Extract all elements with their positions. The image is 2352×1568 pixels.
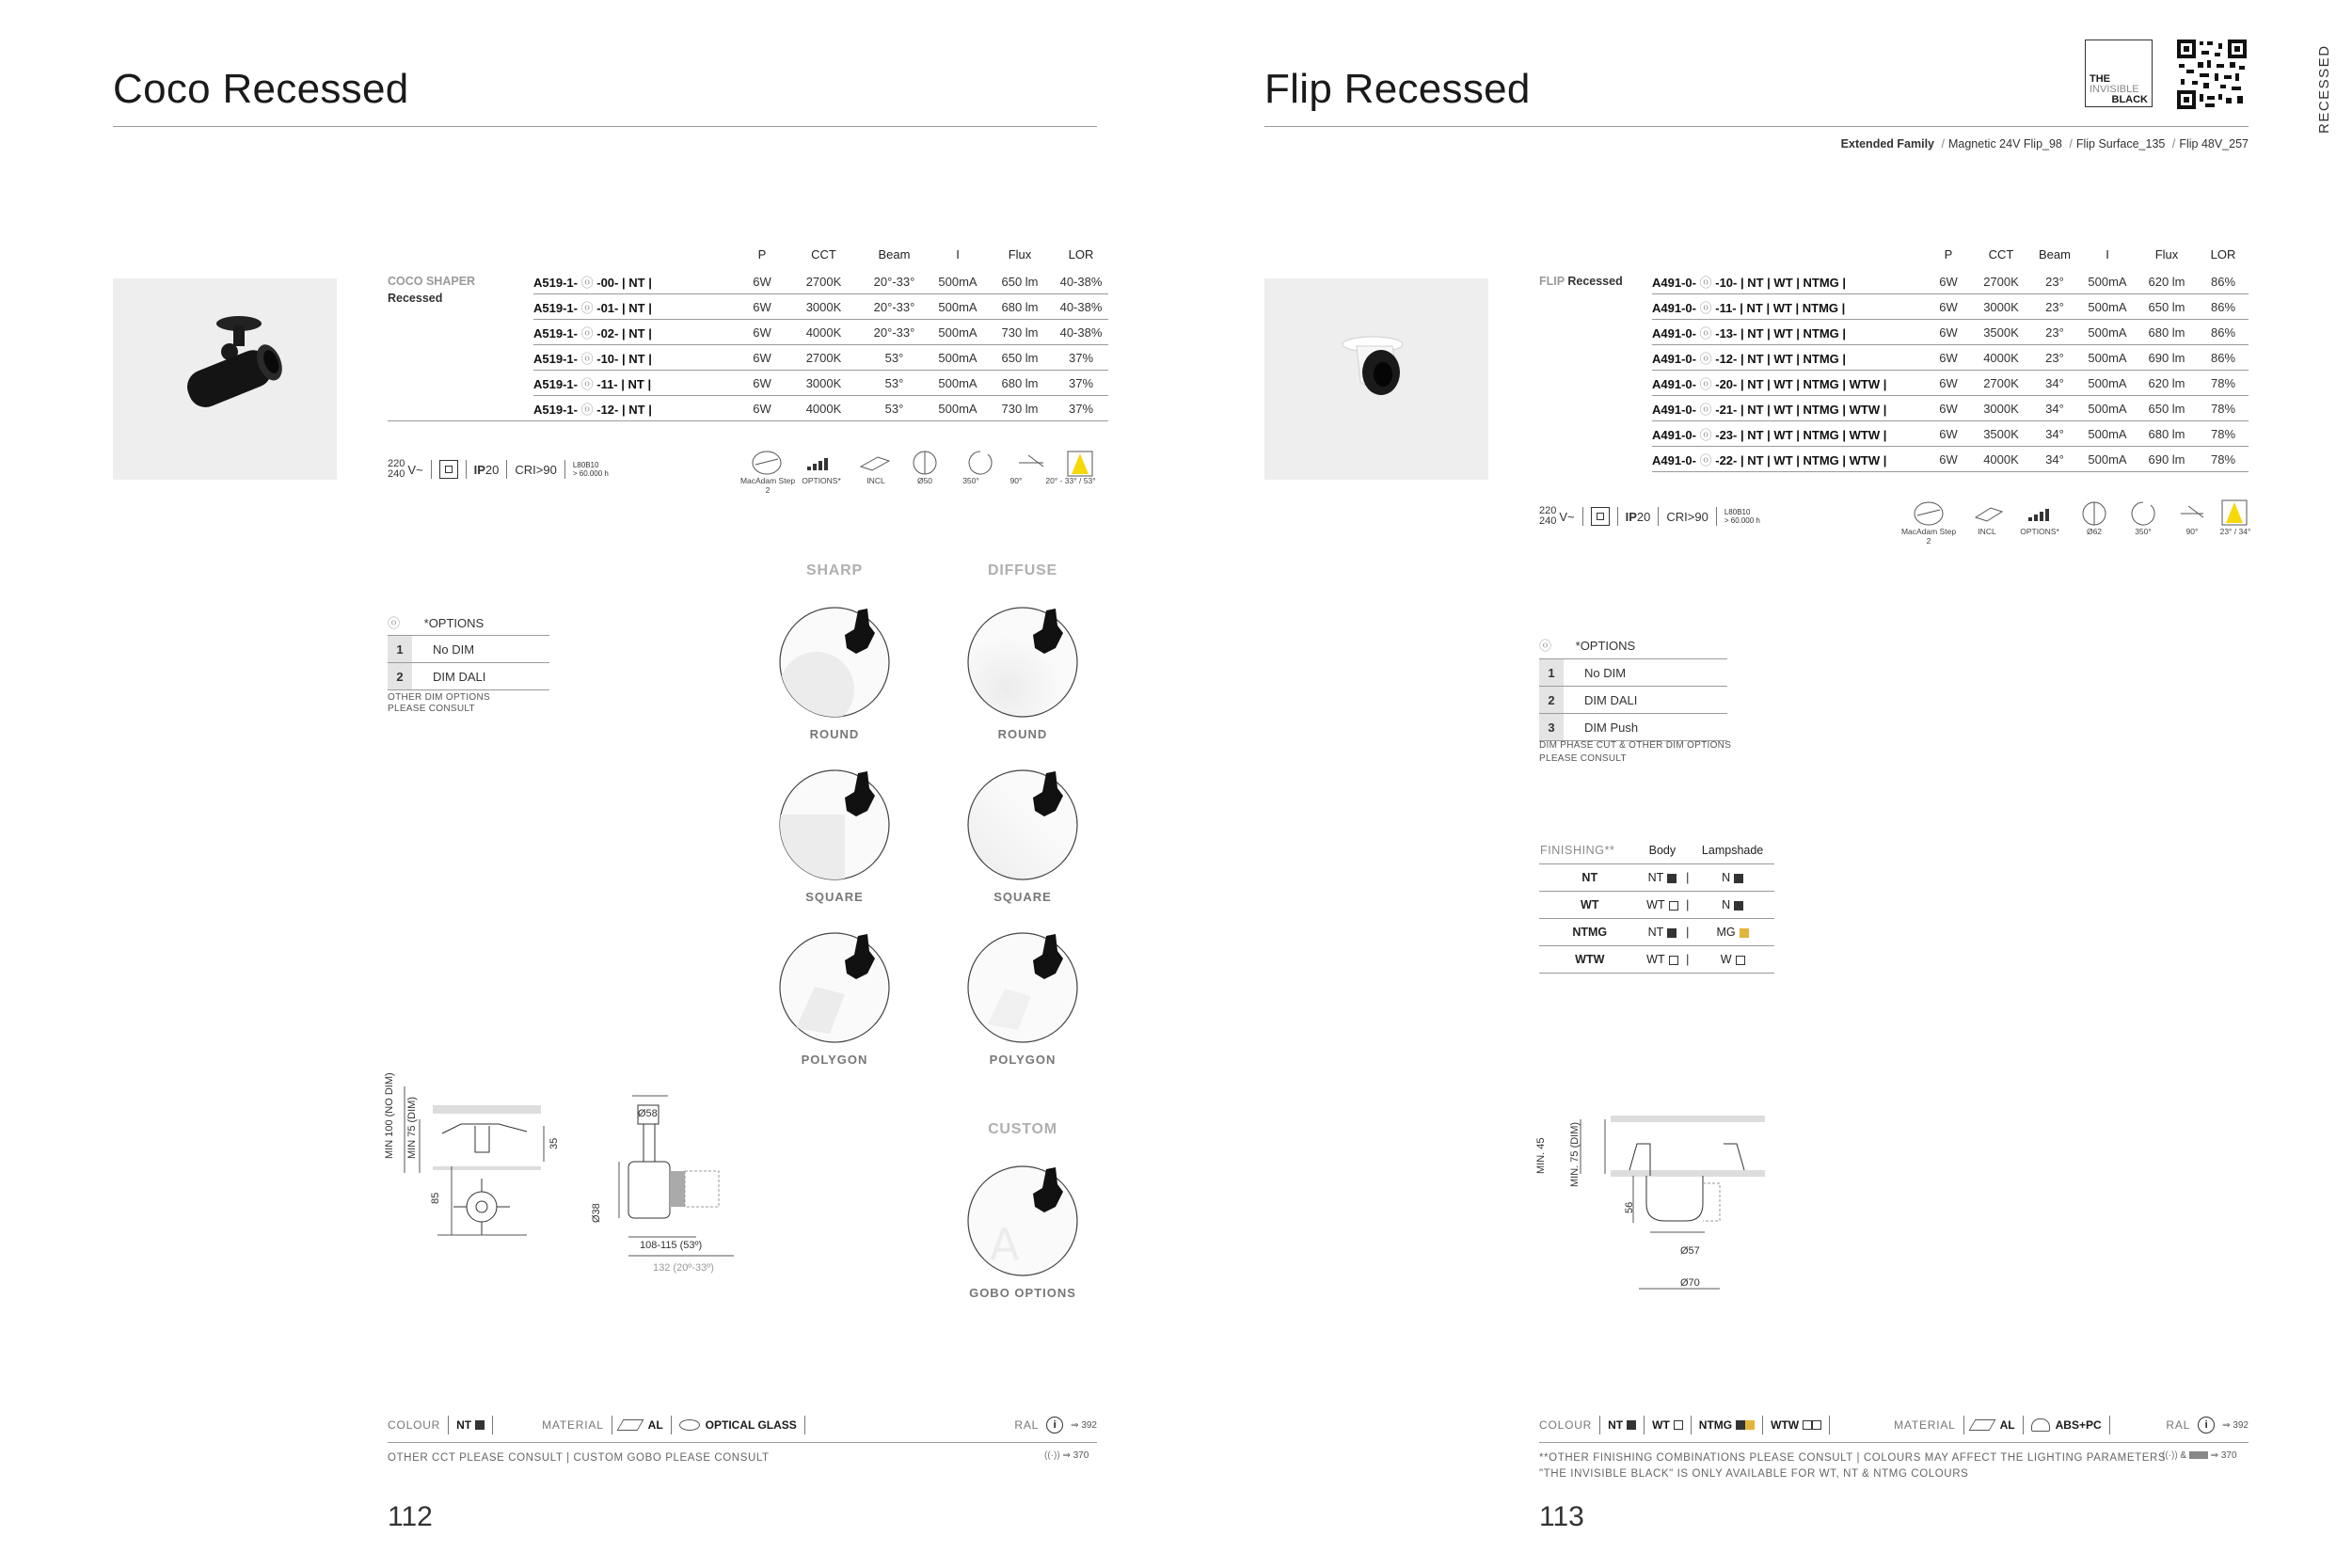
title-rule-right xyxy=(1264,126,2249,127)
tilt-icon xyxy=(1019,455,1043,467)
page-title-right: Flip Recessed xyxy=(1264,66,1531,112)
accessory-page-ref[interactable]: ⇒ 370 xyxy=(1062,1450,1089,1461)
driver-included-icon xyxy=(1976,508,2002,521)
ral-label: RAL xyxy=(1014,1418,1040,1432)
diffuse-header: DIFFUSE xyxy=(987,562,1058,578)
col-header-lor: LOR xyxy=(1068,247,1094,261)
colour-label: COLOUR xyxy=(388,1418,441,1432)
sharp-header: SHARP xyxy=(805,562,863,578)
col-header-cct: CCT xyxy=(811,247,836,261)
voltage-unit: V~ xyxy=(407,462,423,477)
table-row: A491-0- ⓞ -11- | NT | WT | NTMG | 6W 3000K 23° 500mA 650 lm 86% xyxy=(1539,294,2249,320)
icon-caption-beam: 20° - 33° / 53° xyxy=(1045,476,1096,485)
ral-page-ref[interactable]: ⇒ 392 xyxy=(1071,1419,1097,1431)
driver-included-icon xyxy=(861,457,889,470)
material-label: MATERIAL xyxy=(1894,1418,1956,1432)
col-header-p: P xyxy=(757,247,767,261)
table-row: WTW WT | W xyxy=(1539,946,1774,974)
ip-label: IP xyxy=(473,462,485,477)
table-row: A491-0- ⓞ -20- | NT | WT | NTMG | WTW | 6W 2700K 34° 500mA 620 lm 78% xyxy=(1539,371,2249,396)
accessory-page-ref[interactable]: ⇒ 370 xyxy=(2210,1450,2237,1461)
col-header-beam: Beam xyxy=(2039,247,2071,261)
options-header-left: ⓞ *OPTIONS xyxy=(388,616,485,630)
dim-85: 85 xyxy=(430,1192,441,1204)
product-photo-coco xyxy=(113,278,337,480)
table-row: A491-0- ⓞ -21- | NT | WT | NTMG | WTW | 6W 3000K 34° 500mA 650 lm 78% xyxy=(1539,396,2249,421)
accessory-ref-left xyxy=(1044,1450,1089,1461)
colour-wt: WT xyxy=(1652,1418,1670,1432)
icon-caption-beam: 23° / 34° xyxy=(2219,527,2251,536)
dim-min75-flip: MIN. 75 (DIM) xyxy=(1569,1121,1581,1187)
track-adapter-icon xyxy=(2189,1451,2208,1459)
options-note-right: DIM PHASE CUT & OTHER DIM OPTIONS PLEASE CONSULT xyxy=(1539,740,1732,764)
table-row: A491-0- ⓞ -12- | NT | WT | NTMG | 6W 4000K 23° 500mA 690 lm 86% xyxy=(1539,345,2249,371)
sharp-polygon-gobo xyxy=(777,930,892,1045)
family-name: FLIP xyxy=(1539,275,1565,288)
icon-row-right xyxy=(1910,497,2258,531)
abs-pc-icon xyxy=(2031,1418,2050,1432)
dim-min75: MIN 75 (DIM) xyxy=(406,1097,418,1159)
product-photo-flip xyxy=(1264,278,1488,480)
table-row: A491-0- ⓞ -13- | NT | WT | NTMG | 6W 3500K 23° 500mA 680 lm 86% xyxy=(1539,320,2249,345)
sharp-round-gobo xyxy=(777,605,892,720)
lifetime-bottom: > 60.000 h xyxy=(1724,516,1760,525)
page-number-left: 112 xyxy=(388,1501,433,1532)
sensor-icon: ((·)) xyxy=(2162,1450,2178,1461)
electrical-strip-right xyxy=(1539,500,1760,532)
dimension-drawing-flip xyxy=(1562,1110,1788,1307)
extended-item-magnetic[interactable]: Magnetic 24V Flip_98 xyxy=(1947,137,2062,150)
voltage-bottom: 240 xyxy=(388,468,405,480)
voltage-bottom: 240 xyxy=(1539,515,1557,527)
voltage-top: 220 xyxy=(1539,505,1557,516)
icon-caption-tilt: 90° xyxy=(1009,476,1023,485)
family-sub: Recessed xyxy=(388,292,443,305)
lifetime-top: L80B10 xyxy=(572,461,599,469)
family-sub: Recessed xyxy=(1567,275,1623,288)
ral-label: RAL xyxy=(2166,1418,2191,1432)
col-header-beam: Beam xyxy=(878,247,911,261)
table-row: COCO SHAPER Recessed A519-1- ⓞ -00- | NT | 6W 2700K 20°-33° 500mA 650 lm 40-38% xyxy=(388,269,1108,294)
ral-page-ref[interactable]: ⇒ 392 xyxy=(2222,1419,2249,1431)
tilt-icon xyxy=(2181,506,2203,517)
colour-swatch-nt xyxy=(475,1420,485,1430)
shape-label-square-diffuse: SQUARE xyxy=(993,890,1052,904)
ip-value: 20 xyxy=(1636,509,1651,524)
svg-text:A: A xyxy=(990,1219,1020,1270)
finishing-table xyxy=(1539,837,1774,974)
colour-wtw: WTW xyxy=(1771,1418,1800,1432)
options-note-left: OTHER DIM OPTIONS PLEASE CONSULT xyxy=(388,692,490,714)
spec-table-right xyxy=(1539,247,2249,472)
page-title-left: Coco Recessed xyxy=(113,66,409,112)
diffuse-square-gobo xyxy=(965,768,1080,882)
colour-nt: NT xyxy=(456,1418,472,1432)
shape-label-round-diffuse: ROUND xyxy=(997,727,1048,741)
bottom-note-right-1: **OTHER FINISHING COMBINATIONS PLEASE CONSULT | COLOURS MAY AFFECT THE LIGHTING PARAMETERS xyxy=(1539,1452,2167,1464)
extended-item-48v[interactable]: Flip 48V_257 xyxy=(2179,137,2249,150)
dim-min100: MIN 100 (NO DIM) xyxy=(384,1072,395,1159)
class-ii-icon xyxy=(1591,507,1610,526)
icon-caption-options: OPTIONS* xyxy=(802,476,841,485)
custom-header: CUSTOM xyxy=(988,1121,1057,1137)
glass-icon xyxy=(679,1419,700,1431)
col-header-i: I xyxy=(2106,247,2109,261)
icon-caption-incl: INCL xyxy=(866,476,885,485)
material-abs-pc: ABS+PC xyxy=(2055,1418,2102,1432)
table-row: A491-0- ⓞ -23- | NT | WT | NTMG | WTW | 6W 3500K 34° 500mA 680 lm 78% xyxy=(1539,421,2249,447)
bottom-note-right-2: "THE INVISIBLE BLACK" IS ONLY AVAILABLE FOR WT, NT & NTMG COLOURS xyxy=(1539,1468,1969,1480)
options-header-right: ⓞ *OPTIONS xyxy=(1539,639,1636,653)
cutout-diameter-icon xyxy=(2083,502,2106,525)
ip-value: 20 xyxy=(485,462,500,477)
family-name: COCO SHAPER xyxy=(388,275,476,288)
dimension-drawing-coco xyxy=(386,1068,753,1284)
table-row: A491-0- ⓞ -22- | NT | WT | NTMG | WTW | 6W 4000K 34° 500mA 690 lm 78% xyxy=(1539,447,2249,472)
rotation-icon xyxy=(969,451,992,474)
list-item: 2 DIM DALI xyxy=(1539,687,1727,714)
diffuse-polygon-gobo xyxy=(965,930,1080,1045)
dim-57: Ø57 xyxy=(1680,1245,1700,1257)
dim-70: Ø70 xyxy=(1680,1277,1700,1289)
macadam-icon xyxy=(753,451,781,474)
shape-label-polygon-sharp: POLYGON xyxy=(801,1053,868,1067)
col-header-i: I xyxy=(956,247,960,261)
dim-108: 108-115 (53º) xyxy=(640,1240,703,1251)
col-header-flux: Flux xyxy=(1008,247,1032,261)
cri-value: CRI>90 xyxy=(1666,509,1708,524)
accessory-ref-right: ((·)) & ⇒ 370 xyxy=(2162,1450,2237,1461)
table-row: A519-1- ⓞ -01- | NT | 6W 3000K 20°-33° 500mA 680 lm 40-38% xyxy=(388,294,1108,320)
table-row: A519-1- ⓞ -11- | NT | 6W 3000K 53° 500mA 680 lm 37% xyxy=(388,371,1108,396)
lifetime-bottom: > 60.000 h xyxy=(572,469,609,478)
beam-angle-icon xyxy=(1068,451,1092,476)
brand-logo: THE INVISIBLE BLACK xyxy=(2085,40,2153,107)
colour-ntmg: NTMG xyxy=(1698,1418,1733,1432)
extended-family-label: Extended Family xyxy=(1840,137,1934,150)
extended-family: Extended Family / Magnetic 24V Flip_98 / Flip Surface_135 / Flip 48V_257 xyxy=(1840,137,2249,150)
list-item: 2 DIM DALI xyxy=(388,663,549,690)
qr-code-icon[interactable] xyxy=(2177,40,2247,109)
side-category-label: RECESSED xyxy=(2316,44,2332,134)
lifetime-top: L80B10 xyxy=(1724,508,1751,516)
list-item: 3 DIM Push xyxy=(1539,714,1727,741)
info-icon[interactable]: i xyxy=(2198,1417,2215,1433)
col-header-flux: Flux xyxy=(2154,247,2179,261)
dimming-options-icon xyxy=(2028,509,2049,521)
icon-row-left xyxy=(748,446,1105,480)
cutout-diameter-icon xyxy=(914,451,936,474)
dim-132: 132 (20º-33º) xyxy=(653,1262,714,1274)
table-row: WT WT | N xyxy=(1539,892,1774,919)
list-item: 1 No DIM xyxy=(388,636,549,663)
icon-caption-diameter: Ø50 xyxy=(916,476,933,485)
spec-table-left xyxy=(388,247,1108,421)
shape-label-polygon-diffuse: POLYGON xyxy=(989,1053,1057,1067)
voltage-top: 220 xyxy=(388,458,405,469)
cri-value: CRI>90 xyxy=(515,462,557,477)
material-label: MATERIAL xyxy=(542,1418,604,1432)
options-icon: ⓞ xyxy=(1539,639,1552,653)
shape-label-round-sharp: ROUND xyxy=(809,727,860,741)
icon-caption-diameter: Ø62 xyxy=(2086,527,2103,536)
table-row: NTMG NT | MG xyxy=(1539,919,1774,946)
bottom-note-left: OTHER CCT PLEASE CONSULT | CUSTOM GOBO PLEASE CONSULT xyxy=(388,1452,770,1464)
ip-label: IP xyxy=(1625,509,1637,524)
options-icon: ⓞ xyxy=(388,616,401,630)
diffuse-round-gobo xyxy=(965,605,1080,720)
macadam-icon xyxy=(1915,502,1943,525)
extended-item-surface[interactable]: Flip Surface_135 xyxy=(2075,137,2166,150)
icon-caption-macadam: MacAdam Step 2 xyxy=(739,476,796,495)
dim-38: Ø38 xyxy=(591,1203,602,1223)
sharp-square-gobo xyxy=(777,768,892,882)
col-header-p: P xyxy=(1944,247,1953,261)
dim-58: Ø58 xyxy=(638,1108,658,1119)
voltage-unit: V~ xyxy=(1559,509,1575,524)
list-item: 1 No DIM xyxy=(1539,659,1727,687)
col-header-cct: CCT xyxy=(1988,247,2014,261)
material-al: AL xyxy=(1999,1418,2015,1432)
table-row: A519-1- ⓞ -10- | NT | 6W 2700K 53° 500mA 650 lm 37% xyxy=(388,345,1108,371)
gobo-options-icon xyxy=(965,1164,1080,1278)
table-row: FLIP Recessed A491-0- ⓞ -10- | NT | WT | NTMG | 6W 2700K 23° 500mA 620 lm 86% xyxy=(1539,269,2249,294)
material-optical-glass: OPTICAL GLASS xyxy=(705,1418,797,1432)
shape-label-square-sharp: SQUARE xyxy=(805,890,864,904)
gobo-options-label: GOBO OPTIONS xyxy=(969,1286,1076,1300)
aluminium-icon xyxy=(616,1419,644,1431)
finishing-header: FINISHING** xyxy=(1539,837,1641,864)
finishing-body-header: Body xyxy=(1641,837,1685,864)
material-al: AL xyxy=(647,1418,663,1432)
rotation-icon xyxy=(2132,502,2154,525)
finishing-lampshade-header: Lampshade xyxy=(1691,837,1774,864)
col-header-lor: LOR xyxy=(2210,247,2236,261)
colour-nt: NT xyxy=(1608,1418,1624,1432)
colour-label: COLOUR xyxy=(1539,1418,1593,1432)
colour-material-bar-right xyxy=(1539,1415,2249,1435)
colour-material-bar-left xyxy=(388,1415,1097,1435)
electrical-strip-left xyxy=(388,453,609,485)
options-table-left xyxy=(388,635,549,690)
info-icon[interactable]: i xyxy=(1046,1417,1063,1433)
dim-35: 35 xyxy=(548,1137,560,1149)
icon-caption-macadam: MacAdam Step 2 xyxy=(1900,527,1957,546)
class-ii-icon xyxy=(439,460,458,479)
icon-caption-rotation: 350° xyxy=(2135,527,2152,536)
table-row: A519-1- ⓞ -12- | NT | 6W 4000K 53° 500mA 730 lm 37% xyxy=(388,396,1108,421)
icon-caption-options: OPTIONS* xyxy=(2020,527,2059,536)
beam-angle-icon xyxy=(2222,500,2247,525)
icon-caption-rotation: 350° xyxy=(962,476,979,485)
table-row: NT NT | N xyxy=(1539,864,1774,892)
dim-min45: MIN. 45 xyxy=(1535,1137,1547,1174)
icon-caption-incl: INCL xyxy=(1978,527,1996,536)
options-table-right xyxy=(1539,658,1727,741)
bottom-rule-left xyxy=(388,1442,1097,1443)
bottom-rule-right xyxy=(1539,1442,2249,1443)
dim-56: 56 xyxy=(1624,1201,1635,1213)
sensor-icon: ((·)) xyxy=(1044,1450,1060,1461)
icon-caption-tilt: 90° xyxy=(2185,527,2199,536)
dimming-options-icon xyxy=(807,458,828,470)
table-row: A519-1- ⓞ -02- | NT | 6W 4000K 20°-33° 500mA 730 lm 40-38% xyxy=(388,320,1108,345)
title-rule-left xyxy=(113,126,1097,127)
page-number-right: 113 xyxy=(1539,1501,1584,1532)
aluminium-icon xyxy=(1968,1419,1995,1431)
